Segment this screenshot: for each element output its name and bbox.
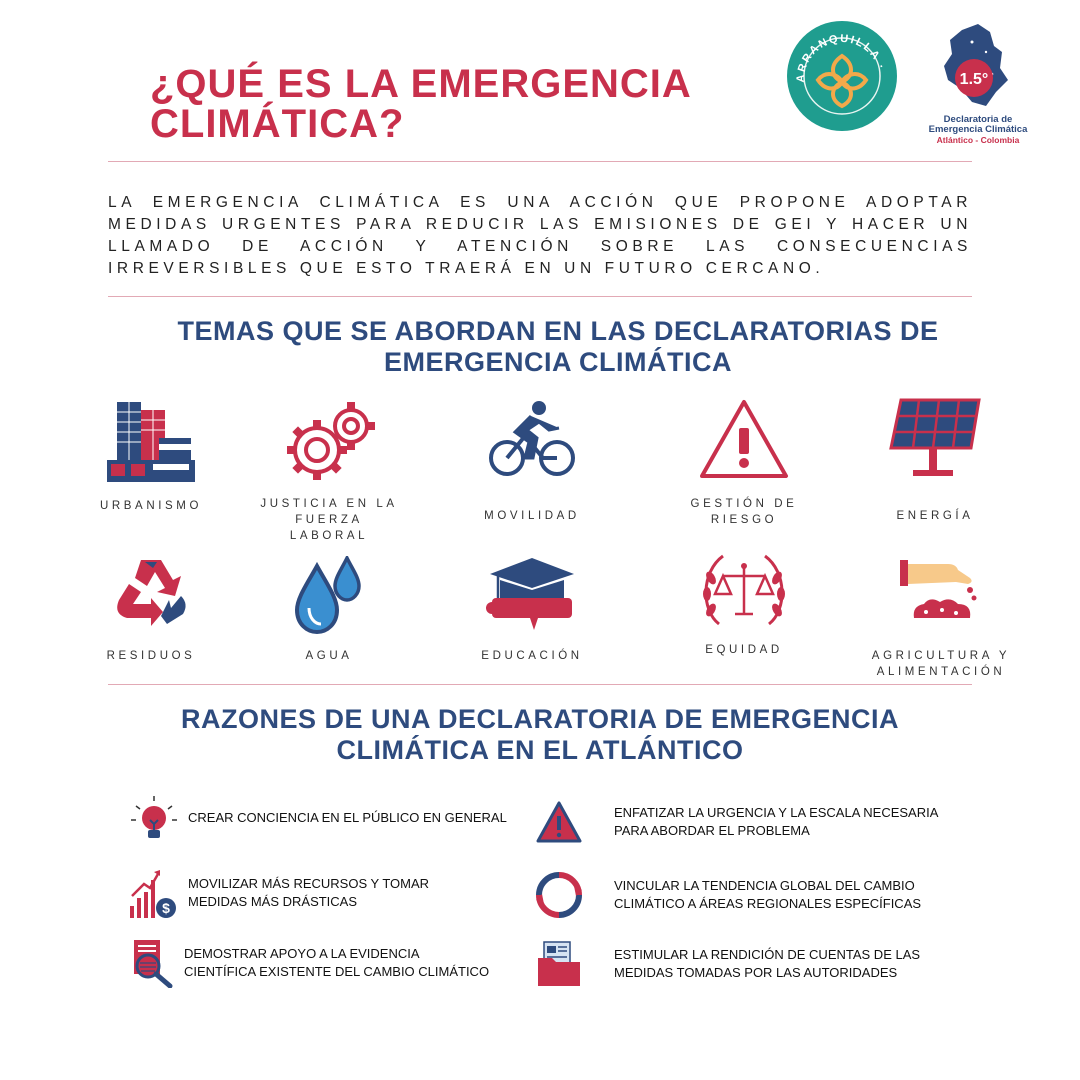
declaratoria-line-3: Atlántico - Colombia xyxy=(936,135,1020,145)
topic-label: JUSTICIA EN LA FUERZA LABORAL xyxy=(260,498,398,542)
gears-icon xyxy=(279,398,379,488)
topic-gestion-riesgo xyxy=(659,398,829,528)
reasons-title xyxy=(82,704,998,766)
reason-rendicion xyxy=(536,940,920,988)
cycle-arrows-icon xyxy=(536,872,582,918)
topic-equidad xyxy=(659,548,829,658)
lightbulb-icon xyxy=(130,794,178,842)
reason-conciencia xyxy=(130,794,507,842)
reasons-title-line-1: RAZONES DE UNA DECLARATORIA DE EMERGENCIA xyxy=(180,704,900,734)
declaratoria-line-2: Emergencia Climática xyxy=(928,124,1028,135)
magnifier-document-icon xyxy=(130,938,174,988)
topic-energia xyxy=(850,398,1020,524)
topic-agua xyxy=(244,556,414,664)
warning-icon xyxy=(698,398,790,482)
topic-urbanismo xyxy=(66,398,236,514)
reason-recursos xyxy=(130,866,429,920)
justice-scales-icon xyxy=(699,548,789,634)
topic-agricultura xyxy=(856,556,1026,680)
topic-label: AGRICULTURA Y ALIMENTACIÓN xyxy=(871,650,1011,678)
barranquilla-logo-text: ARRANQUILLA · xyxy=(794,32,888,83)
divider-3 xyxy=(108,684,972,685)
topic-label: RESIDUOS xyxy=(106,650,196,662)
cyclist-icon xyxy=(487,398,577,484)
title-line-2: CLIMÁTICA? xyxy=(150,102,405,146)
topic-movilidad xyxy=(447,398,617,524)
reason-text: DEMOSTRAR APOYO A LA EVIDENCIA CIENTÍFICA EXISTENTE DEL CAMBIO CLIMÁTICO xyxy=(184,946,490,979)
recycle-icon xyxy=(111,556,191,632)
reason-vincular xyxy=(536,872,921,918)
hand-seeds-icon xyxy=(896,556,986,624)
topics-title-line-2: EMERGENCIA CLIMÁTICA xyxy=(384,347,732,377)
divider-2 xyxy=(108,296,972,297)
reason-evidencia xyxy=(130,938,489,988)
water-drops-icon xyxy=(289,556,369,636)
reason-text: ENFATIZAR LA URGENCIA Y LA ESCALA NECESARIA PARA ABORDAR EL PROBLEMA xyxy=(614,805,939,838)
topics-title xyxy=(100,316,1016,378)
declaratoria-line-1: Declaratoria de xyxy=(943,114,1013,125)
divider-1 xyxy=(108,161,972,162)
topic-label: ENERGÍA xyxy=(896,510,974,522)
intro-paragraph: LA EMERGENCIA CLIMÁTICA ES UNA ACCIÓN QUE PROPONE ADOPTAR MEDIDAS URGENTES PARA REDUCIR LAS EMISIONES DE GEI Y HACER UN LLAMADO DE ACCIÓN Y ATENCIÓN SOBRE LAS CONSECUENCIAS IRREVERSIBLES QUE ESTO TRAERÁ EN UN FUTURO CERCANO. xyxy=(108,194,972,277)
declaratoria-logo xyxy=(924,22,1032,148)
graduation-cap-icon xyxy=(482,556,582,634)
reason-text: MOVILIZAR MÁS RECURSOS Y TOMAR MEDIDAS MÁS DRÁSTICAS xyxy=(188,876,430,909)
topic-label: EDUCACIÓN xyxy=(481,650,583,662)
topic-label: AGUA xyxy=(305,650,353,662)
topic-label: GESTIÓN DE RIESGO xyxy=(690,498,798,526)
alert-triangle-icon xyxy=(536,800,582,844)
topic-justicia xyxy=(244,398,414,544)
barranquilla-logo xyxy=(786,20,898,132)
solar-panel-icon xyxy=(887,398,983,480)
title-line-1: ¿QUÉ ES LA EMERGENCIA xyxy=(150,62,692,106)
reason-text: VINCULAR LA TENDENCIA GLOBAL DEL CAMBIO CLIMÁTICO A ÁREAS REGIONALES ESPECÍFICAS xyxy=(614,878,922,911)
reason-text: CREAR CONCIENCIA EN EL PÚBLICO EN GENERAL xyxy=(188,810,507,825)
reason-text: ESTIMULAR LA RENDICIÓN DE CUENTAS DE LAS MEDIDAS TOMADAS POR LAS AUTORIDADES xyxy=(614,947,921,980)
reasons-title-line-2: CLIMÁTICA EN EL ATLÁNTICO xyxy=(336,735,744,765)
topics-title-line-1: TEMAS QUE SE ABORDAN EN LAS DECLARATORIAS DE xyxy=(177,316,939,346)
reason-urgencia xyxy=(536,800,938,844)
atlantico-map-icon xyxy=(924,22,1032,110)
page-title xyxy=(150,64,770,144)
topic-residuos xyxy=(66,556,236,664)
topic-label: EQUIDAD xyxy=(705,644,783,656)
topic-educacion xyxy=(447,556,617,664)
growth-chart-icon xyxy=(130,866,178,920)
buildings-icon xyxy=(103,398,199,488)
declaratoria-badge: 1.5° xyxy=(959,71,989,88)
topic-label: URBANISMO xyxy=(99,500,203,512)
folder-report-icon xyxy=(536,940,582,988)
topic-label: MOVILIDAD xyxy=(484,510,580,522)
svg-text:$: $ xyxy=(162,900,170,916)
